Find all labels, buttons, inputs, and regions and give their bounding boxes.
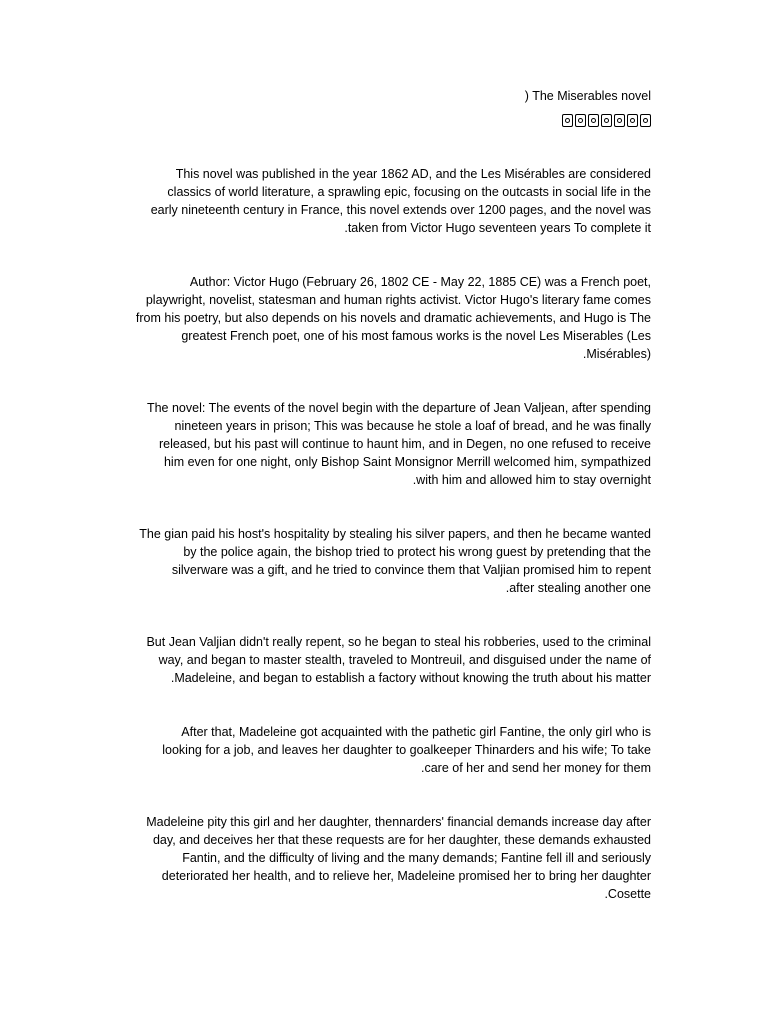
- paragraph-line: early nineteenth century in France, this novel extends over 1200 pages, and the novel was: [150, 203, 651, 217]
- paragraph-publication: [91, 165, 651, 237]
- missing-glyph-icon: [575, 114, 586, 127]
- paragraph-line: from his poetry, but also depends on his novels and dramatic achievements, and Hugo is The: [135, 311, 651, 325]
- paragraph-line: by the police again, the bishop tried to protect his wrong guest by pretending that the: [183, 545, 651, 559]
- paragraph-line: nineteen years in prison; This was because he stole a loaf of bread, and he was finally: [174, 419, 651, 433]
- paragraph-madeleine: [91, 633, 651, 687]
- paragraph-line: looking for a job, and leaves her daughter to goalkeeper Thinarders and his wife; To take: [162, 743, 651, 757]
- missing-glyph-icon: [627, 114, 638, 127]
- missing-glyph-icon: [562, 114, 573, 127]
- paragraph-silverware: [91, 525, 651, 597]
- paragraph-line: way, and began to master stealth, traveled to Montreuil, and disguised under the name of: [158, 653, 651, 667]
- paragraph-line: The novel: The events of the novel begin with the departure of Jean Valjean, after spending: [146, 401, 651, 415]
- missing-glyph-icon: [614, 114, 625, 127]
- paragraph-line: .care of her and send her money for them: [421, 761, 651, 775]
- paragraph-line: .with him and allowed him to stay overnight: [412, 473, 651, 487]
- paragraph-cosette: [91, 813, 651, 903]
- missing-glyph-icon: [640, 114, 651, 127]
- paragraph-line: After that, Madeleine got acquainted with the pathetic girl Fantine, the only girl who is: [181, 725, 651, 739]
- paragraph-line: .after stealing another one: [505, 581, 651, 595]
- paragraph-line: .Cosette: [604, 887, 651, 901]
- paragraph-line: classics of world literature, a sprawling epic, focusing on the outcasts in social life in the: [167, 185, 651, 199]
- paragraph-line: greatest French poet, one of his most famous works is the novel Les Miserables (Les: [181, 329, 651, 343]
- paragraph-line: day, and deceives her that these requests are for her daughter, these demands exhausted: [152, 833, 651, 847]
- paragraph-line: silverware was a gift, and he tried to convince them that Valjian promised him to repent: [171, 563, 651, 577]
- missing-glyph-icon: [588, 114, 599, 127]
- paragraph-line: .Madeleine, and began to establish a factory without knowing the truth about his matter: [170, 671, 651, 685]
- paragraph-line: .taken from Victor Hugo seventeen years To complete it: [344, 221, 651, 235]
- paragraph-line: Author: Victor Hugo (February 26, 1802 CE - May 22, 1885 CE) was a French poet,: [189, 275, 651, 289]
- paragraph-line: This novel was published in the year 1862 AD, and the Les Misérables are considered: [175, 167, 651, 181]
- paragraph-author: [91, 273, 651, 363]
- paragraph-line: Madeleine pity this girl and her daughter, thennarders' financial demands increase day after: [146, 815, 651, 829]
- paragraph-fantine: [91, 723, 651, 777]
- paragraph-line: .Misérables): [582, 347, 651, 361]
- paragraph-line: Fantin, and the difficulty of living and the many demands; Fantine fell ill and seriously: [182, 851, 651, 865]
- paragraph-line: But Jean Valjian didn't really repent, so he began to steal his robberies, used to the criminal: [146, 635, 651, 649]
- paragraph-line: playwright, novelist, statesman and human rights activist. Victor Hugo's literary fame comes: [145, 293, 651, 307]
- missing-glyph-row: [562, 114, 651, 127]
- paragraph-line: deteriorated her health, and to relieve her, Madeleine promised her to bring her daughter: [161, 869, 651, 883]
- missing-glyph-icon: [601, 114, 612, 127]
- paragraph-line: him even for one night, only Bishop Saint Monsignor Merrill welcomed him, sympathized: [163, 455, 651, 469]
- document-title: ) The Miserables novel: [524, 89, 651, 103]
- paragraph-novel-events: [91, 399, 651, 489]
- paragraph-line: The gian paid his host's hospitality by stealing his silver papers, and then he became wanted: [139, 527, 651, 541]
- paragraph-line: released, but his past will continue to haunt him, and in Degen, no one refused to receive: [159, 437, 651, 451]
